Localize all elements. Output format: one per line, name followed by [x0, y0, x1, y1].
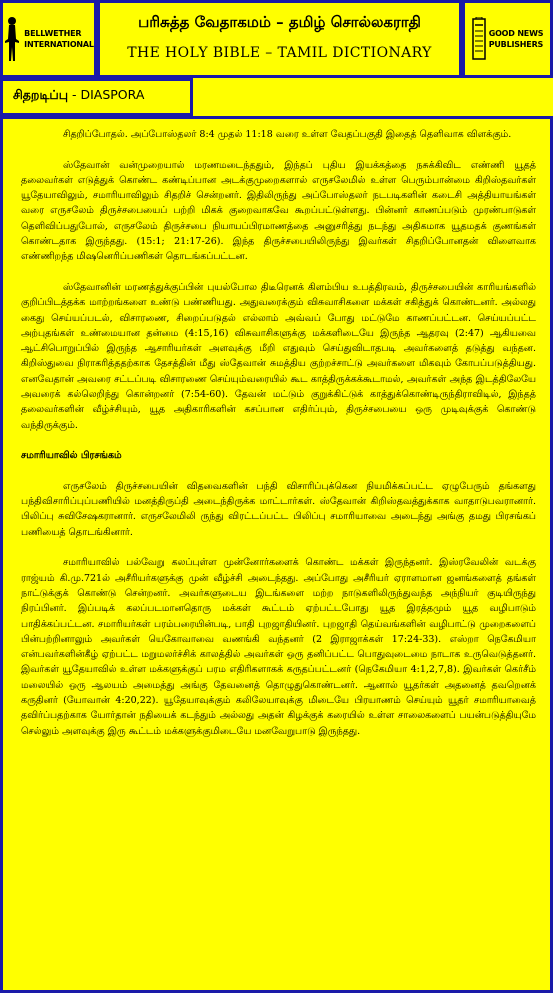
paragraph-philip: எருசலேம் திருச்சபையின் விதவைகளின் பந்தி விசாரிப்புக்கென நியமிக்கப்பட்ட ஏழுபேரும் தங்களது பந்திவிசாரிப்புப்பணியில் மனத்திருப்தி அடைந்திருக்க மாட்டார்கள். ஸ்தேவான் கிறிஸ்தவத்துக்காக வாதாடுபவரானார். பிலிப்பு சுவிசேஷகரானார். எருசலேமிலி ருந்து விரட்டப்பட்ட பிலிப்பு சமாரியாவை அடைந்து அங்கு தமது பிரசங்கப் பணியைத் தொடங்கினார். — [21, 480, 536, 538]
section-title — [0, 78, 193, 116]
paragraph-persecution: ஸ்தேவானின் மரணத்துக்குப்பின் புயல்போல திடீரெனக் கிளம்பிய உபத்திரவம், திருச்சபையின் காரியங்களில் குறிப்பிடத்தக்க மாற்றங்களை உண்டு பண்ணியது. அதுவரைக்கும் விசுவாசிகளை மக்கள் சகித்துக் கொண்டனர். அல்லது கைது செய்யப்படல், விசாரணை, சிறைப்படுதல் எல்லாம் அவ்வப் போது மட்டுமே காணப்பட்டன. செய்யப்பட்ட அற்புதங்கள் உண்மையான தன்மை (4:15,16) விசுவாசிகளுக்கு மக்களிடையே இருந்த ஆதரவு (2:47) ஆகியவை ஆட்சிபொறுப்பில் இருந்த ஆசாரியர்கள் அளவுக்கு மீறி எதுவும் செய்துவிடாதபடி அவர்களைத் தடுத்து வந்தன. கிறிஸ்துவை நிராகரித்ததற்காக தேசத்தின் மீது ஸ்தேவான் சுமத்திய குற்றச்சாட்டு அவர்களை மிகவும் கோபப்படுத்தியது. எனவேதான் அவரை சட்டப்படி விசாரணை செய்யும்வரையில் கூட காத்திருக்கக்கூடாமல், அவர்கள் அந்த இடத்திலேயே அவரைக் கல்லெறிந்து கொன்றனர் (7:54-60). தேவன் மட்டும் குறுக்கிட்டுக் காத்துக்கொண்டிருந்திராவிடில், இந்தத் தலைவர்களின் வீழ்ச்சியும், யூத அதிகாரிகளின் கசப்பான எதிர்ப்பும், திருச்சபையை ஒரு முடிவுக்குக் கொண்டு வந்திருக்கும். — [21, 281, 536, 431]
section-title-tamil: சிதறடிப்பு — [13, 87, 68, 102]
good-news-logo-text: GOOD NEWS PUBLISHERS — [488, 29, 544, 49]
paragraph-stephen-death: ஸ்தேவான் வன்முறையால் மரணமடைந்ததும், இந்தப் புதிய இயக்கத்தை நசுக்கிவிட எண்ணி யூதத் தலைவர்கள் எடுத்துக் கொண்ட கண்டிப்பான அடக்குமுறைகளால் எருசலேமில் உள்ள பெரும்பான்மை கிறிஸ்தவர்கள் யூதேயாவிலும், சமாரியாவிலும் சிதறிச் சென்றனர். இதிலிருந்து அப்போஸ்தலர் நடபடிகளின் கடைசி அத்தியாயங்கள் வரை எருசலேம் திருச்சபையைப் பற்றி மிகக் குறைவாகவே கூறப்பட்டுள்ளது. பின்னர் காணப்படும் முரண்பாடுகள் தெளிவிப்பதுபோல், எருசலேம் திருச்சபை நியாயப்பிரமாணத்தை அனுசரித்து நடந்து அதிகமாக யூதமதக் குணங்கள் கொண்டதாக இருந்தது. (15:1; 21:17-26). இந்த திருச்சபையிலிருந்து இவர்கள் சிதறிப்போனதன் விளைவாக எண்ணிறந்த மிஷனெரிப்பணிகள் தொடங்கப்பட்டன. — [21, 159, 536, 263]
title-tamil: பரிசுத்த வேதாகமம் – தமிழ் சொல்லகராதி — [138, 13, 421, 31]
good-news-logo — [462, 0, 553, 78]
bellwether-logo-text: BELLWETHER INTERNATIONAL — [24, 29, 94, 49]
section-title-english: - DIASPORA — [71, 87, 145, 102]
subheading-samaria-preaching: சமாரியாவில் பிரசங்கம் — [21, 450, 122, 462]
article-body — [0, 116, 553, 993]
paragraph-samaritans: சமாரியாவில் பல்வேறு கலப்புள்ள முன்னோர்களைக் கொண்ட மக்கள் இருந்தனர். இஸ்ரவேலின் வடக்கு ராஜ்யம் கி.மு.721ல் அசீரியர்களுக்கு முன் வீழ்ச்சி அடைந்தது. அப்போது அசீரியர் ஏராளமான ஜனங்களைத் தங்கள் நாட்டுக்குக் கொண்டு சென்றனர். அவர்களுடைய இடங்களை மற்ற நாடுகளிலிருந்துவந்த அந்நியர் குடியிருந்து நிரப்பினர். இப்படிக் கலப்படமானதொரு மக்கள் கூட்டம் ஏற்பட்டபோது யூத இரத்தமும் யூத வழிபாடும் பாதிக்கப்பட்டன. சமாரியர்கள் பரம்பரையின்படி, பாதி புறஜாதியினர். புறஜாதி தெய்வங்களின் வழிபாட்டு முறைகளைப் பின்பற்றினாலும் அவர்கள் யெகோவாவை வணங்கி வந்தனர் (2 இராஜாக்கள் 17:24-33). எஸ்றா நெகேமியா என்பவர்களின்கீழ் ஏற்பட்ட மறுமலர்ச்சிக் காலத்தில் அவர்கள் ஒரு தனிப்பட்ட பொதுவுடைமை நாடாக உருவெடுத்தனர். இவர்கள் யூதேயாவில் உள்ள மக்களுக்குப் பரம எதிரிகளாகக் கருதப்பட்டனர் (நெகேமியா 4:1,2,7,8). இவர்கள் கெர்சீம் மலையில் ஒரு ஆலயம் அமைத்து அங்கு தேவனைத் தொழுதுகொண்டனர். ஆனால் யூதர்கள் அதனைத் தவறெனக் கருதினர் (யோவான் 4:20,22). யூதேயாவுக்கும் கலிலேயாவுக்கு மிடையே பிரயாணம் செய்யும் யூதர் சமாரியாவைத் தவிர்ப்பதற்காக யோர்தான் நதியைக் கடந்தும் அல்லது அதன் கிழக்குக் கரையில் உள்ள சாலைகளைப் பயன்படுத்தியுமே செல்லும் அளவுக்கு இரு கூட்டம் மக்களுக்குமிடையே மனவேறுபாடு இருந்தது. — [21, 557, 536, 737]
dictionary-title-box — [97, 0, 462, 78]
paragraph-intro: சிதறிப்போதல். அப்போஸ்தலர் 8:4 முதல் 11:18 வரை உள்ள வேதப்பகுதி இதைத் தெளிவாக விளக்கும். — [63, 129, 512, 140]
title-english: THE HOLY BIBLE – TAMIL DICTIONARY — [127, 45, 432, 61]
bellwether-figure-icon — [3, 15, 21, 63]
bellwether-logo — [0, 0, 97, 78]
newspaper-icon — [472, 17, 486, 61]
